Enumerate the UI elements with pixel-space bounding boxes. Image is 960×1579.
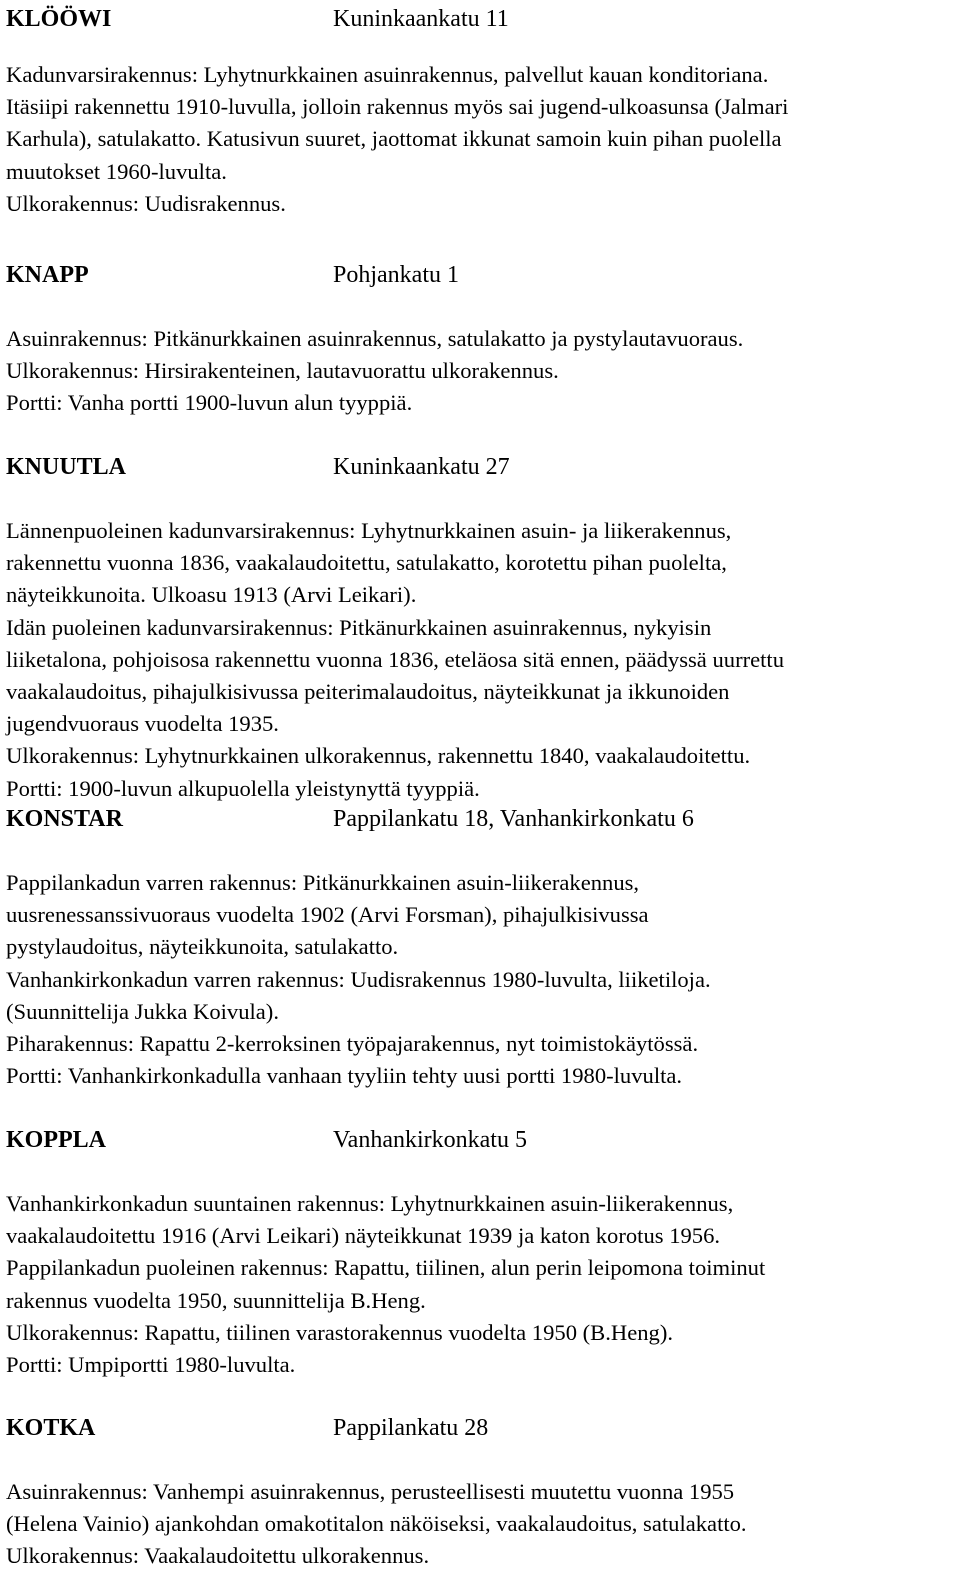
description-line: näyteikkunoita. Ulkoasu 1913 (Arvi Leikari). [6, 582, 417, 608]
description-line: jugendvuoraus vuodelta 1935. [6, 711, 279, 737]
description-line: Piharakennus: Rapattu 2-kerroksinen työpajarakennus, nyt toimistokäytössä. [6, 1030, 699, 1056]
entry-name: KNUUTLA [6, 454, 127, 480]
entry-address: Pohjankatu 1 [333, 262, 459, 288]
entry-address: Pappilankatu 18, Vanhankirkonkatu 6 [333, 806, 694, 832]
entry-heading [6, 1124, 956, 1156]
description-line: uusrenessanssivuoraus vuodelta 1902 (Arvi Forsman), pihajulkisivussa [6, 902, 649, 928]
description-line: Kadunvarsirakennus: Lyhytnurkkainen asuinrakennus, palvellut kauan konditoriana. [6, 62, 769, 87]
description-line: Portti: Umpiportti 1980-luvulta. [6, 1351, 296, 1377]
entry-heading [6, 803, 956, 835]
description-line: Portti: Vanhankirkonkadulla vanhaan tyyliin tehty uusi portti 1980-luvulta. [6, 1063, 683, 1089]
entry-address: Vanhankirkonkatu 5 [333, 1127, 527, 1153]
description-line: Pappilankadun puoleinen rakennus: Rapattu, tiilinen, alun perin leipomona toiminut [6, 1255, 766, 1281]
description-line: Pappilankadun varren rakennus: Pitkänurkkainen asuin-liikerakennus, [6, 870, 640, 895]
description-line: Karhula), satulakatto. Katusivun suuret, jaottomat ikkunat samoin kuin pihan puolella [6, 126, 782, 152]
description-line: Asuinrakennus: Pitkänurkkainen asuinrakennus, satulakatto ja pystylautavuoraus. [6, 326, 744, 351]
description-line: Vanhankirkonkadun suuntainen rakennus: Lyhytnurkkainen asuin-liikerakennus, [6, 1191, 734, 1216]
description-line: vaakalaudoitus, pihajulkisivussa peiterimalaudoitus, näyteikkunat ja ikkunoiden [6, 678, 730, 704]
entry-address: Pappilankatu 28 [333, 1415, 489, 1441]
description-line: vaakalaudoitettu 1916 (Arvi Leikari) näyteikkunat 1939 ja katon korotus 1956. [6, 1223, 721, 1249]
description-line: Ulkorakennus: Hirsirakenteinen, lautavuorattu ulkorakennus. [6, 358, 559, 384]
entry-description [6, 867, 711, 1092]
entry-description [6, 59, 788, 220]
description-line: (Helena Vainio) ajankohdan omakotitalon näköiseksi, vaakalaudoitus, satulakatto. [6, 1511, 747, 1537]
entry-description [6, 515, 784, 805]
entry-knapp [6, 259, 956, 416]
entry-description [6, 323, 743, 420]
entry-heading [6, 1412, 956, 1444]
description-line: Portti: Vanha portti 1900-luvun alun tyyppiä. [6, 390, 413, 416]
entry-name: KONSTAR [6, 806, 123, 832]
entry-knuutla [6, 451, 956, 801]
description-line: rakennettu vuonna 1836, vaakalaudoitettu, satulakatto, korotettu pihan puolelta, [6, 550, 727, 576]
entry-address: Kuninkaankatu 11 [333, 6, 509, 32]
description-line: liiketalona, pohjoisosa rakennettu vuonna 1836, eteläosa sitä ennen, päädyssä uurrettu [6, 646, 785, 672]
entry-name: KLÖÖWI [6, 6, 112, 32]
entry-koppla [6, 1124, 956, 1377]
description-line: Portti: 1900-luvun alkupuolella yleistynyttä tyyppiä. [6, 775, 480, 801]
description-line: Asuinrakennus: Vanhempi asuinrakennus, perusteellisesti muutettu vuonna 1955 [6, 1479, 735, 1504]
entry-kotka [6, 1412, 956, 1569]
entry-kloowi [6, 3, 956, 216]
entry-heading [6, 259, 956, 291]
entry-konstar [6, 803, 956, 1089]
description-line: pystylaudoitus, näyteikkunoita, satulakatto. [6, 934, 399, 960]
entry-description [6, 1476, 747, 1573]
description-line: muutokset 1960-luvulta. [6, 158, 227, 184]
description-line: Ulkorakennus: Lyhytnurkkainen ulkorakennus, rakennettu 1840, vaakalaudoitettu. [6, 743, 751, 769]
entry-heading [6, 3, 956, 35]
description-line: rakennus vuodelta 1950, suunnittelija B.Heng. [6, 1287, 426, 1313]
description-line: Ulkorakennus: Rapattu, tiilinen varastorakennus vuodelta 1950 (B.Heng). [6, 1319, 673, 1345]
description-line: Ulkorakennus: Uudisrakennus. [6, 190, 286, 216]
entry-name: KOPPLA [6, 1127, 106, 1153]
description-line: Vanhankirkonkadun varren rakennus: Uudisrakennus 1980-luvulta, liiketiloja. [6, 966, 711, 992]
description-line: Idän puoleinen kadunvarsirakennus: Pitkänurkkainen asuinrakennus, nykyisin [6, 614, 712, 640]
entry-heading [6, 451, 956, 483]
description-line: Itäsiipi rakennettu 1910-luvulla, jolloin rakennus myös sai jugend-ulkoasunsa (Jalmari [6, 94, 789, 120]
description-line: Ulkorakennus: Vaakalaudoitettu ulkorakennus. [6, 1543, 430, 1569]
entry-description [6, 1188, 765, 1381]
entry-address: Kuninkaankatu 27 [333, 454, 510, 480]
entry-name: KNAPP [6, 262, 89, 288]
description-line: Lännenpuoleinen kadunvarsirakennus: Lyhytnurkkainen asuin- ja liikerakennus, [6, 518, 732, 543]
entry-name: KOTKA [6, 1415, 96, 1441]
description-line: (Suunnittelija Jukka Koivula). [6, 998, 279, 1024]
